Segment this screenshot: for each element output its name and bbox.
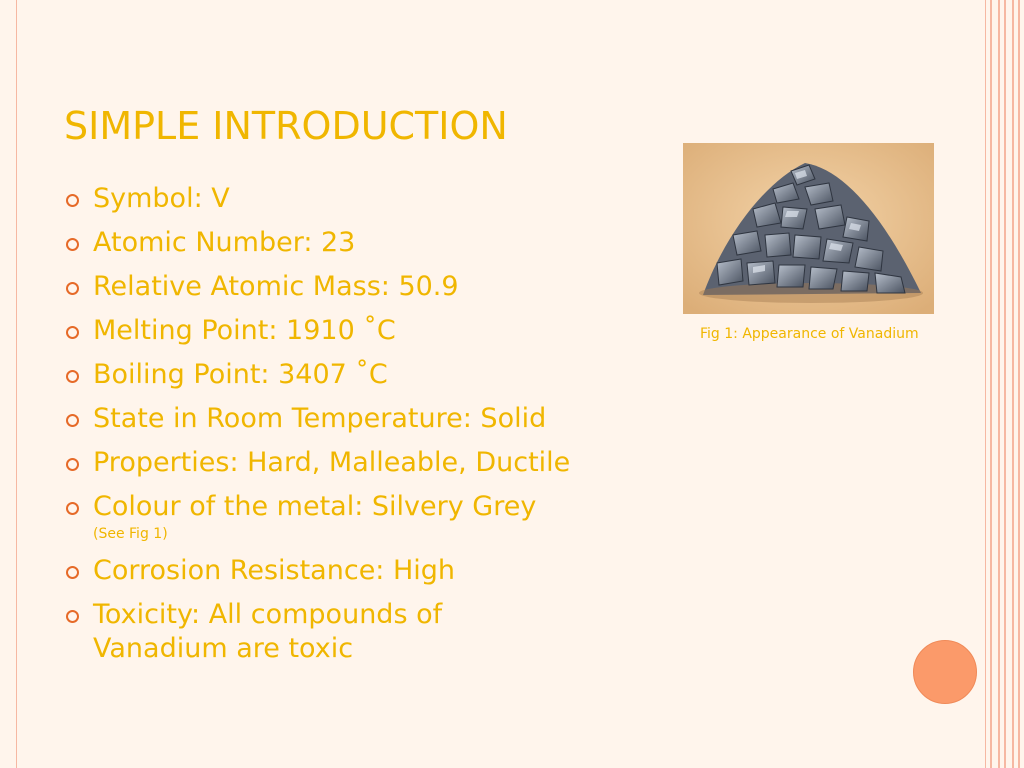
bullet-note: (See Fig 1) bbox=[93, 526, 168, 542]
decorative-stripes bbox=[986, 0, 1024, 768]
bullet-text: Melting Point: 1910 ˚C bbox=[93, 315, 396, 346]
bullet-circle-icon bbox=[66, 566, 79, 579]
bullet-circle-icon bbox=[66, 194, 79, 207]
bullet-toxicity bbox=[66, 598, 533, 666]
bullet-text: State in Room Temperature: Solid bbox=[93, 403, 547, 434]
slide-title: SIMPLE INTRODUCTION bbox=[64, 104, 508, 148]
bullet-corrosion bbox=[66, 554, 676, 588]
bullet-boiling-point bbox=[66, 358, 676, 392]
bullet-properties bbox=[66, 446, 676, 480]
figure-caption: Fig 1: Appearance of Vanadium bbox=[700, 326, 919, 342]
bullet-atomic-mass bbox=[66, 270, 676, 304]
bullet-circle-icon bbox=[66, 326, 79, 339]
bullet-circle-icon bbox=[66, 458, 79, 471]
bullet-text: Colour of the metal: Silvery Grey bbox=[93, 491, 537, 522]
bullet-melting-point bbox=[66, 314, 676, 348]
vanadium-photo bbox=[683, 143, 934, 314]
bullet-circle-icon bbox=[66, 502, 79, 515]
bullet-text: Properties: Hard, Malleable, Ductile bbox=[93, 447, 571, 478]
bullet-text: Boiling Point: 3407 ˚C bbox=[93, 359, 388, 390]
bullet-circle-icon bbox=[66, 282, 79, 295]
bullet-text: Corrosion Resistance: High bbox=[93, 555, 456, 586]
vanadium-pile-image bbox=[683, 143, 934, 314]
bullet-text: Relative Atomic Mass: 50.9 bbox=[93, 271, 459, 302]
bullet-circle-icon bbox=[66, 370, 79, 383]
bullet-circle-icon bbox=[66, 238, 79, 251]
bullet-text: Atomic Number: 23 bbox=[93, 227, 356, 258]
bullet-text: Toxicity: All compounds of Vanadium are toxic bbox=[93, 599, 443, 664]
decorative-circle bbox=[913, 640, 977, 704]
bullet-colour bbox=[66, 490, 676, 542]
bullet-list bbox=[66, 182, 676, 676]
bullet-text: Symbol: V bbox=[93, 183, 230, 214]
bullet-circle-icon bbox=[66, 414, 79, 427]
bullet-symbol bbox=[66, 182, 676, 216]
bullet-state bbox=[66, 402, 676, 436]
bullet-atomic-number bbox=[66, 226, 676, 260]
bullet-circle-icon bbox=[66, 610, 79, 623]
